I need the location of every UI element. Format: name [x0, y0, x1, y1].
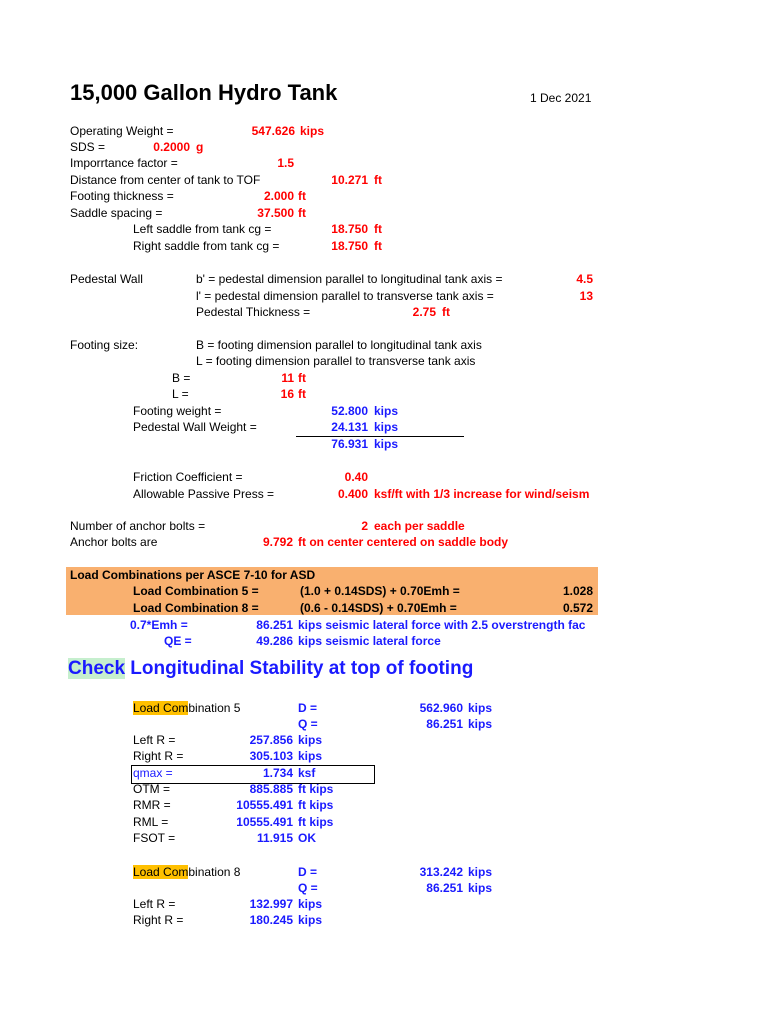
anchor-spacing-label: Anchor bolts are [70, 535, 158, 549]
lc5-otm-value: 885.885 [249, 782, 293, 796]
lc8-right-r-value: 180.245 [249, 913, 293, 927]
footing-l-label: L = [172, 387, 189, 401]
total-weight-unit: kips [374, 437, 399, 451]
sds-label: SDS = [70, 140, 106, 154]
lc5-rml-value: 10555.491 [236, 815, 293, 829]
footing-l-unit: ft [298, 387, 306, 401]
lc5-rmr-value: 10555.491 [236, 798, 293, 812]
pedestal-thickness-label: Pedestal Thickness = [196, 305, 311, 319]
lc5-right-r-value: 305.103 [249, 749, 293, 763]
lc5-otm-label: OTM = [133, 782, 171, 796]
op-weight-label: Operating Weight = [70, 124, 174, 138]
importance-value: 1.5 [277, 156, 294, 170]
lc5-left-r-unit: kips [298, 733, 323, 747]
lc8-label-highlight: Load Com [133, 865, 189, 879]
qe-unit: kips seismic lateral force [298, 634, 441, 648]
distance-label: Distance from center of tank to TOF [70, 173, 261, 187]
anchor-spacing-value: 9.792 [262, 535, 293, 549]
lc8-left-r-value: 132.997 [249, 897, 293, 911]
friction-label: Friction Coefficient = [133, 470, 243, 484]
lc5-qmax-label: qmax = [133, 766, 173, 780]
lc8-formula: (0.6 - 0.14SDS) + 0.70Emh = [300, 601, 457, 615]
pedestal-thickness-unit: ft [442, 305, 450, 319]
lc8-left-r-unit: kips [298, 897, 323, 911]
right-saddle-value: 18.750 [331, 239, 368, 253]
pedestal-weight-value: 24.131 [331, 420, 368, 434]
left-saddle-value: 18.750 [331, 222, 368, 236]
lc5-q-label: Q = [298, 717, 318, 731]
lc8-right-r-label: Right R = [133, 913, 184, 927]
sds-value: 0.2000 [153, 140, 190, 154]
footing-thickness-unit: ft [298, 189, 306, 203]
lc5-label: Load Combination 5 = [133, 584, 259, 598]
page-title: 15,000 Gallon Hydro Tank [70, 80, 338, 105]
lc8-q-unit: kips [468, 881, 493, 895]
pedestal-thickness-value: 2.75 [412, 305, 436, 319]
lc8-left-r-label: Left R = [133, 897, 176, 911]
sds-unit: g [196, 140, 204, 154]
pedestal-label: Pedestal Wall [70, 272, 143, 286]
saddle-spacing-label: Saddle spacing = [70, 206, 163, 220]
lc5-left-r-label: Left R = [133, 733, 176, 747]
pedestal-b-value: 4.5 [576, 272, 593, 286]
check-heading-rest: Longitudinal Stability at top of footing [125, 658, 474, 679]
pedestal-b-label: b' = pedestal dimension parallel to longitudinal tank axis = [196, 272, 503, 286]
lc5-rml-unit: ft kips [298, 815, 334, 829]
lc5-formula: (1.0 + 0.14SDS) + 0.70Emh = [300, 584, 460, 598]
lc8-section-label [133, 864, 240, 880]
left-saddle-unit: ft [374, 222, 382, 236]
lc5-d-unit: kips [468, 701, 493, 715]
right-saddle-label: Right saddle from tank cg = [133, 239, 280, 253]
op-weight-value: 547.626 [251, 124, 295, 138]
pedestal-l-value: 13 [579, 289, 593, 303]
total-weight-value: 76.931 [331, 437, 368, 451]
lc5-right-r-label: Right R = [133, 749, 184, 763]
footing-thickness-value: 2.000 [263, 189, 294, 203]
lc5-d-label: D = [298, 701, 318, 715]
lc5-rml-label: RML = [133, 815, 169, 829]
distance-value: 10.271 [331, 173, 368, 187]
op-weight-unit: kips [300, 124, 325, 138]
distance-unit: ft [374, 173, 382, 187]
lc8-q-value: 86.251 [426, 881, 463, 895]
lc5-section-label [133, 700, 240, 716]
saddle-spacing-unit: ft [298, 206, 306, 220]
footing-size-label: Footing size: [70, 338, 139, 352]
emh-value: 86.251 [256, 618, 293, 632]
pedestal-weight-unit: kips [374, 420, 399, 434]
anchor-count-label: Number of anchor bolts = [70, 519, 206, 533]
friction-value: 0.40 [344, 470, 368, 484]
lc5-qmax-value: 1.734 [262, 766, 293, 780]
lc8-d-label: D = [298, 865, 318, 879]
lc5-fsot-label: FSOT = [133, 831, 176, 845]
anchor-count-value: 2 [361, 519, 368, 533]
footing-l-desc: L = footing dimension parallel to transverse tank axis [196, 354, 476, 368]
footing-weight-value: 52.800 [331, 404, 368, 418]
lc5-otm-unit: ft kips [298, 782, 334, 796]
lc5-d-value: 562.960 [419, 701, 463, 715]
lc8-value: 0.572 [562, 601, 593, 615]
emh-label: 0.7*Emh = [130, 618, 188, 632]
anchor-spacing-unit: ft on center centered on saddle body [298, 535, 509, 549]
lc5-q-unit: kips [468, 717, 493, 731]
lc5-fsot-status: OK [298, 831, 316, 845]
pedestal-weight-label: Pedestal Wall Weight = [133, 420, 257, 434]
footing-b-label: B = [172, 371, 191, 385]
footing-thickness-label: Footing thickness = [70, 189, 174, 203]
importance-label: Imporrtance factor = [70, 156, 178, 170]
footing-l-value: 16 [280, 387, 294, 401]
footing-b-value: 11 [281, 371, 294, 385]
lc5-q-value: 86.251 [426, 717, 463, 731]
check-heading-highlight: Check [68, 658, 126, 679]
passive-value: 0.400 [337, 487, 368, 501]
lc5-right-r-unit: kips [298, 749, 323, 763]
footing-b-desc: B = footing dimension parallel to longitudinal tank axis [196, 338, 482, 352]
lc5-value: 1.028 [562, 584, 593, 598]
lc5-rmr-label: RMR = [133, 798, 171, 812]
lc8-d-unit: kips [468, 865, 493, 879]
lc8-q-label: Q = [298, 881, 318, 895]
left-saddle-label: Left saddle from tank cg = [133, 222, 272, 236]
saddle-spacing-value: 37.500 [257, 206, 294, 220]
pedestal-l-label: l' = pedestal dimension parallel to transverse tank axis = [196, 289, 494, 303]
footing-weight-unit: kips [374, 404, 399, 418]
lc8-label: Load Combination 8 = [133, 601, 259, 615]
lc8-right-r-unit: kips [298, 913, 323, 927]
right-saddle-unit: ft [374, 239, 382, 253]
footing-b-unit: ft [298, 371, 306, 385]
lc5-label-rest: bination 5 [188, 701, 241, 715]
lc8-label-rest: bination 8 [188, 865, 241, 879]
anchor-count-unit: each per saddle [374, 519, 465, 533]
check-heading [68, 657, 473, 681]
lc8-d-value: 313.242 [419, 865, 463, 879]
lc5-qmax-unit: ksf [298, 766, 316, 780]
passive-label: Allowable Passive Press = [133, 487, 275, 501]
lc5-label-highlight: Load Com [133, 701, 189, 715]
lc5-rmr-unit: ft kips [298, 798, 334, 812]
emh-unit: kips seismic lateral force with 2.5 overstrength fac [298, 618, 586, 632]
passive-unit: ksf/ft with 1/3 increase for wind/seism [374, 487, 590, 501]
qe-value: 49.286 [256, 634, 293, 648]
qe-label: QE = [164, 634, 192, 648]
date: 1 Dec 2021 [530, 91, 592, 105]
load-combos-header: Load Combinations per ASCE 7-10 for ASD [70, 568, 316, 582]
lc5-fsot-value: 11.915 [256, 831, 293, 845]
footing-weight-label: Footing weight = [133, 404, 222, 418]
lc5-left-r-value: 257.856 [249, 733, 293, 747]
